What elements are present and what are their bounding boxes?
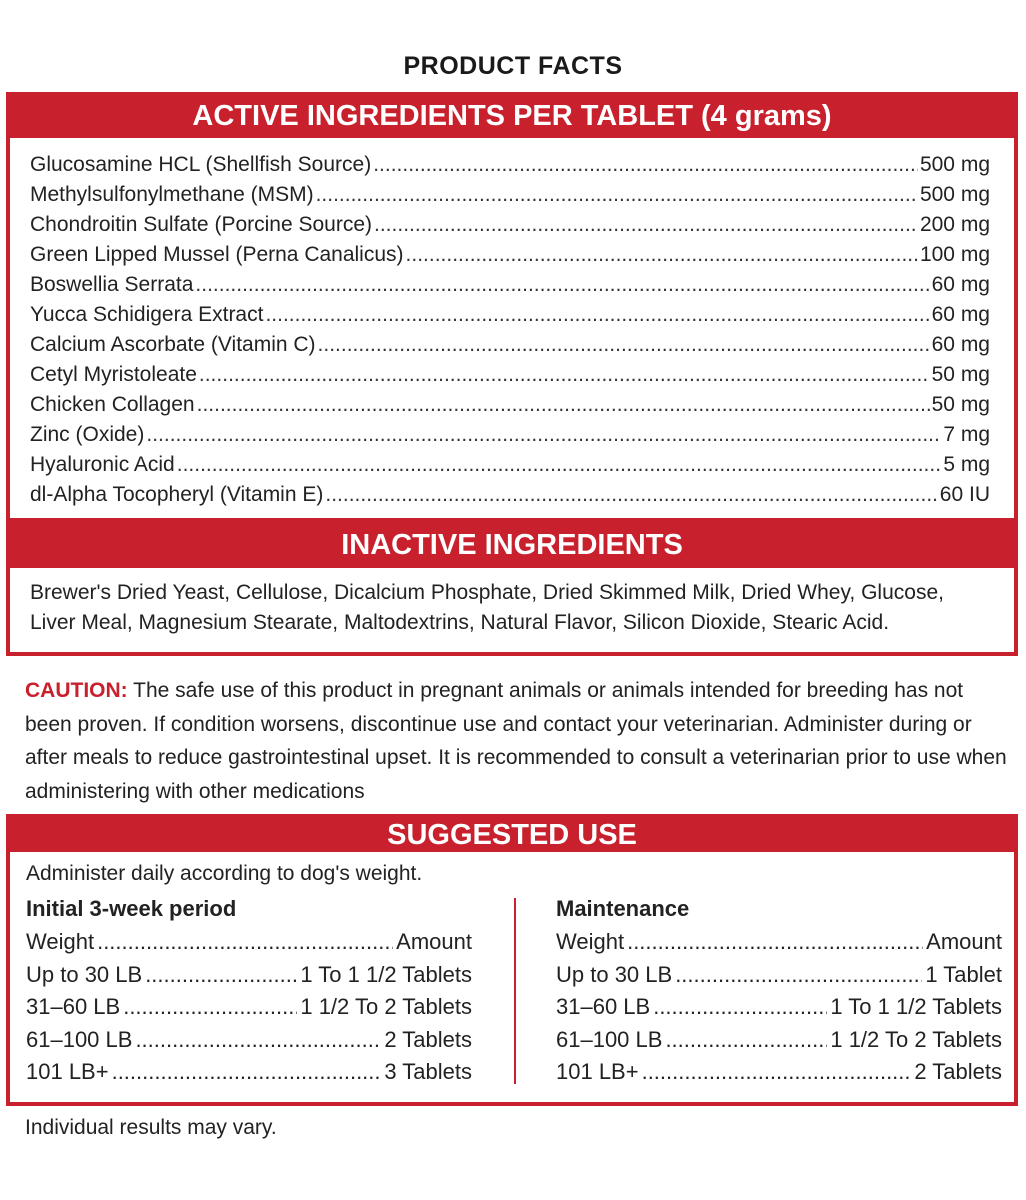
dose-weight: 61–100 LB [556,1026,663,1052]
ingredient-amount: 500 mg [919,153,990,176]
dose-row [556,926,1002,959]
ingredient-name: Zinc (Oxide) [30,423,145,446]
ingredient-row [30,300,990,330]
dot-leader [642,1056,912,1089]
ingredient-amount: 60 mg [931,333,990,356]
ingredient-name: Calcium Ascorbate (Vitamin C) [30,333,316,356]
suggested-use-panel [6,814,1018,1106]
dose-weight: Up to 30 LB [556,961,673,987]
dot-leader [195,270,929,300]
ingredient-amount: 100 mg [919,243,990,266]
dose-amount: 1 1/2 To 2 Tablets [300,994,472,1019]
dose-row [26,1024,472,1057]
ingredient-amount: 50 mg [931,363,990,386]
ingredient-row [30,150,990,180]
dot-leader [325,480,937,510]
column-divider [514,898,516,1084]
ingredient-amount: 60 mg [931,303,990,326]
dot-leader [97,926,393,959]
dose-amount: 3 Tablets [384,1059,472,1084]
ingredient-row [30,480,990,510]
ingredient-amount: 5 mg [943,453,990,476]
caution-label: CAUTION: [25,679,128,702]
dot-leader [199,360,930,390]
ingredient-name: dl-Alpha Tocopheryl (Vitamin E) [30,483,324,506]
dot-leader [627,926,923,959]
ingredient-amount: 500 mg [919,183,990,206]
ingredient-row [30,180,990,210]
ingredient-amount: 60 IU [939,483,990,506]
dot-leader [665,1024,827,1057]
dose-row [26,959,472,992]
dose-row [556,1024,1002,1057]
dot-leader [177,450,942,480]
ingredient-name: Boswellia Serrata [30,273,194,296]
dose-row [26,926,472,959]
dot-leader [374,210,918,240]
dose-amount: Amount [396,929,472,954]
inactive-ingredients-text: Brewer's Dried Yeast, Cellulose, Dicalcium Phosphate, Dried Skimmed Milk, Dried Whey, Glucose, Liver Meal, Magnesium Stearate, Maltodextrins, Natural Flavor, Silicon Dioxide, Stearic Acid. [30,581,944,634]
dose-weight: 101 LB+ [556,1059,639,1084]
dot-leader [316,180,918,210]
dot-leader [123,991,297,1024]
dose-row [556,959,1002,992]
ingredient-name: Yucca Schidigera Extract [30,303,264,326]
ingredient-row [30,450,990,480]
ingredient-row [30,240,990,270]
ingredient-name: Cetyl Myristoleate [30,363,197,386]
ingredient-row [30,360,990,390]
dot-leader [318,330,930,360]
dot-leader [406,240,918,270]
dose-weight: Up to 30 LB [26,961,143,987]
dose-amount: Amount [926,929,1002,954]
inactive-ingredients-header: INACTIVE INGREDIENTS [10,522,1014,568]
initial-period-title: Initial 3-week period [26,896,237,921]
dot-leader [145,959,297,992]
page-title: PRODUCT FACTS [403,52,623,80]
ingredient-name: Methylsulfonylmethane (MSM) [30,183,314,206]
ingredient-row [30,390,990,420]
dose-row [26,1056,472,1089]
ingredient-name: Green Lipped Mussel (Perna Canalicus) [30,243,404,266]
dose-amount: 1 To 1 1/2 Tablets [300,961,472,987]
ingredient-amount: 7 mg [943,423,990,446]
dose-row [26,991,472,1024]
dot-leader [373,150,918,180]
ingredient-row [30,210,990,240]
dot-leader [197,390,930,420]
caution-text: The safe use of this product in pregnant animals or animals intended for breeding has not been proven. If condition worsens, discontinue use and contact your veterinarian. Administer during or after meals to reduce gastrointestinal upset. It is recommended to consult a veterinarian prior to use when administering with other medications [25,679,1007,803]
maintenance-column [556,892,1002,1089]
ingredient-name: Chicken Collagen [30,393,195,416]
dose-weight: 61–100 LB [26,1026,133,1052]
dose-amount: 1 1/2 To 2 Tablets [830,1026,1002,1052]
ingredient-name: Chondroitin Sulfate (Porcine Source) [30,213,373,236]
ingredient-row [30,330,990,360]
ingredient-name: Glucosamine HCL (Shellfish Source) [30,153,372,176]
active-ingredients-header: ACTIVE INGREDIENTS PER TABLET (4 grams) [10,96,1014,138]
suggested-use-intro: Administer daily according to dog's weight. [26,862,423,885]
ingredient-name: Hyaluronic Acid [30,453,175,476]
dose-weight: Weight [556,929,625,954]
dose-weight: 101 LB+ [26,1059,109,1084]
dot-leader [146,420,941,450]
dose-weight: 31–60 LB [26,994,121,1019]
dose-row [556,991,1002,1024]
dose-amount: 2 Tablets [914,1059,1002,1084]
ingredient-amount: 60 mg [931,273,990,296]
footer-note: Individual results may vary. [25,1116,277,1139]
dose-amount: 1 Tablet [925,961,1002,987]
ingredient-row [30,420,990,450]
dose-weight: 31–60 LB [556,994,651,1019]
inactive-ingredients-panel [6,522,1018,656]
dose-weight: Weight [26,929,95,954]
initial-period-column [26,892,472,1089]
ingredient-amount: 50 mg [931,393,990,416]
ingredient-row [30,270,990,300]
ingredient-amount: 200 mg [919,213,990,236]
dose-row [556,1056,1002,1089]
dose-amount: 1 To 1 1/2 Tablets [830,994,1002,1019]
suggested-use-header: SUGGESTED USE [10,818,1014,852]
active-ingredients-list [10,138,1014,510]
dose-amount: 2 Tablets [384,1026,472,1052]
maintenance-title: Maintenance [556,896,690,921]
dot-leader [112,1056,382,1089]
dot-leader [675,959,922,992]
dot-leader [265,300,929,330]
dot-leader [135,1024,381,1057]
caution-note [25,674,1015,808]
dot-leader [653,991,827,1024]
active-ingredients-panel [6,92,1018,522]
